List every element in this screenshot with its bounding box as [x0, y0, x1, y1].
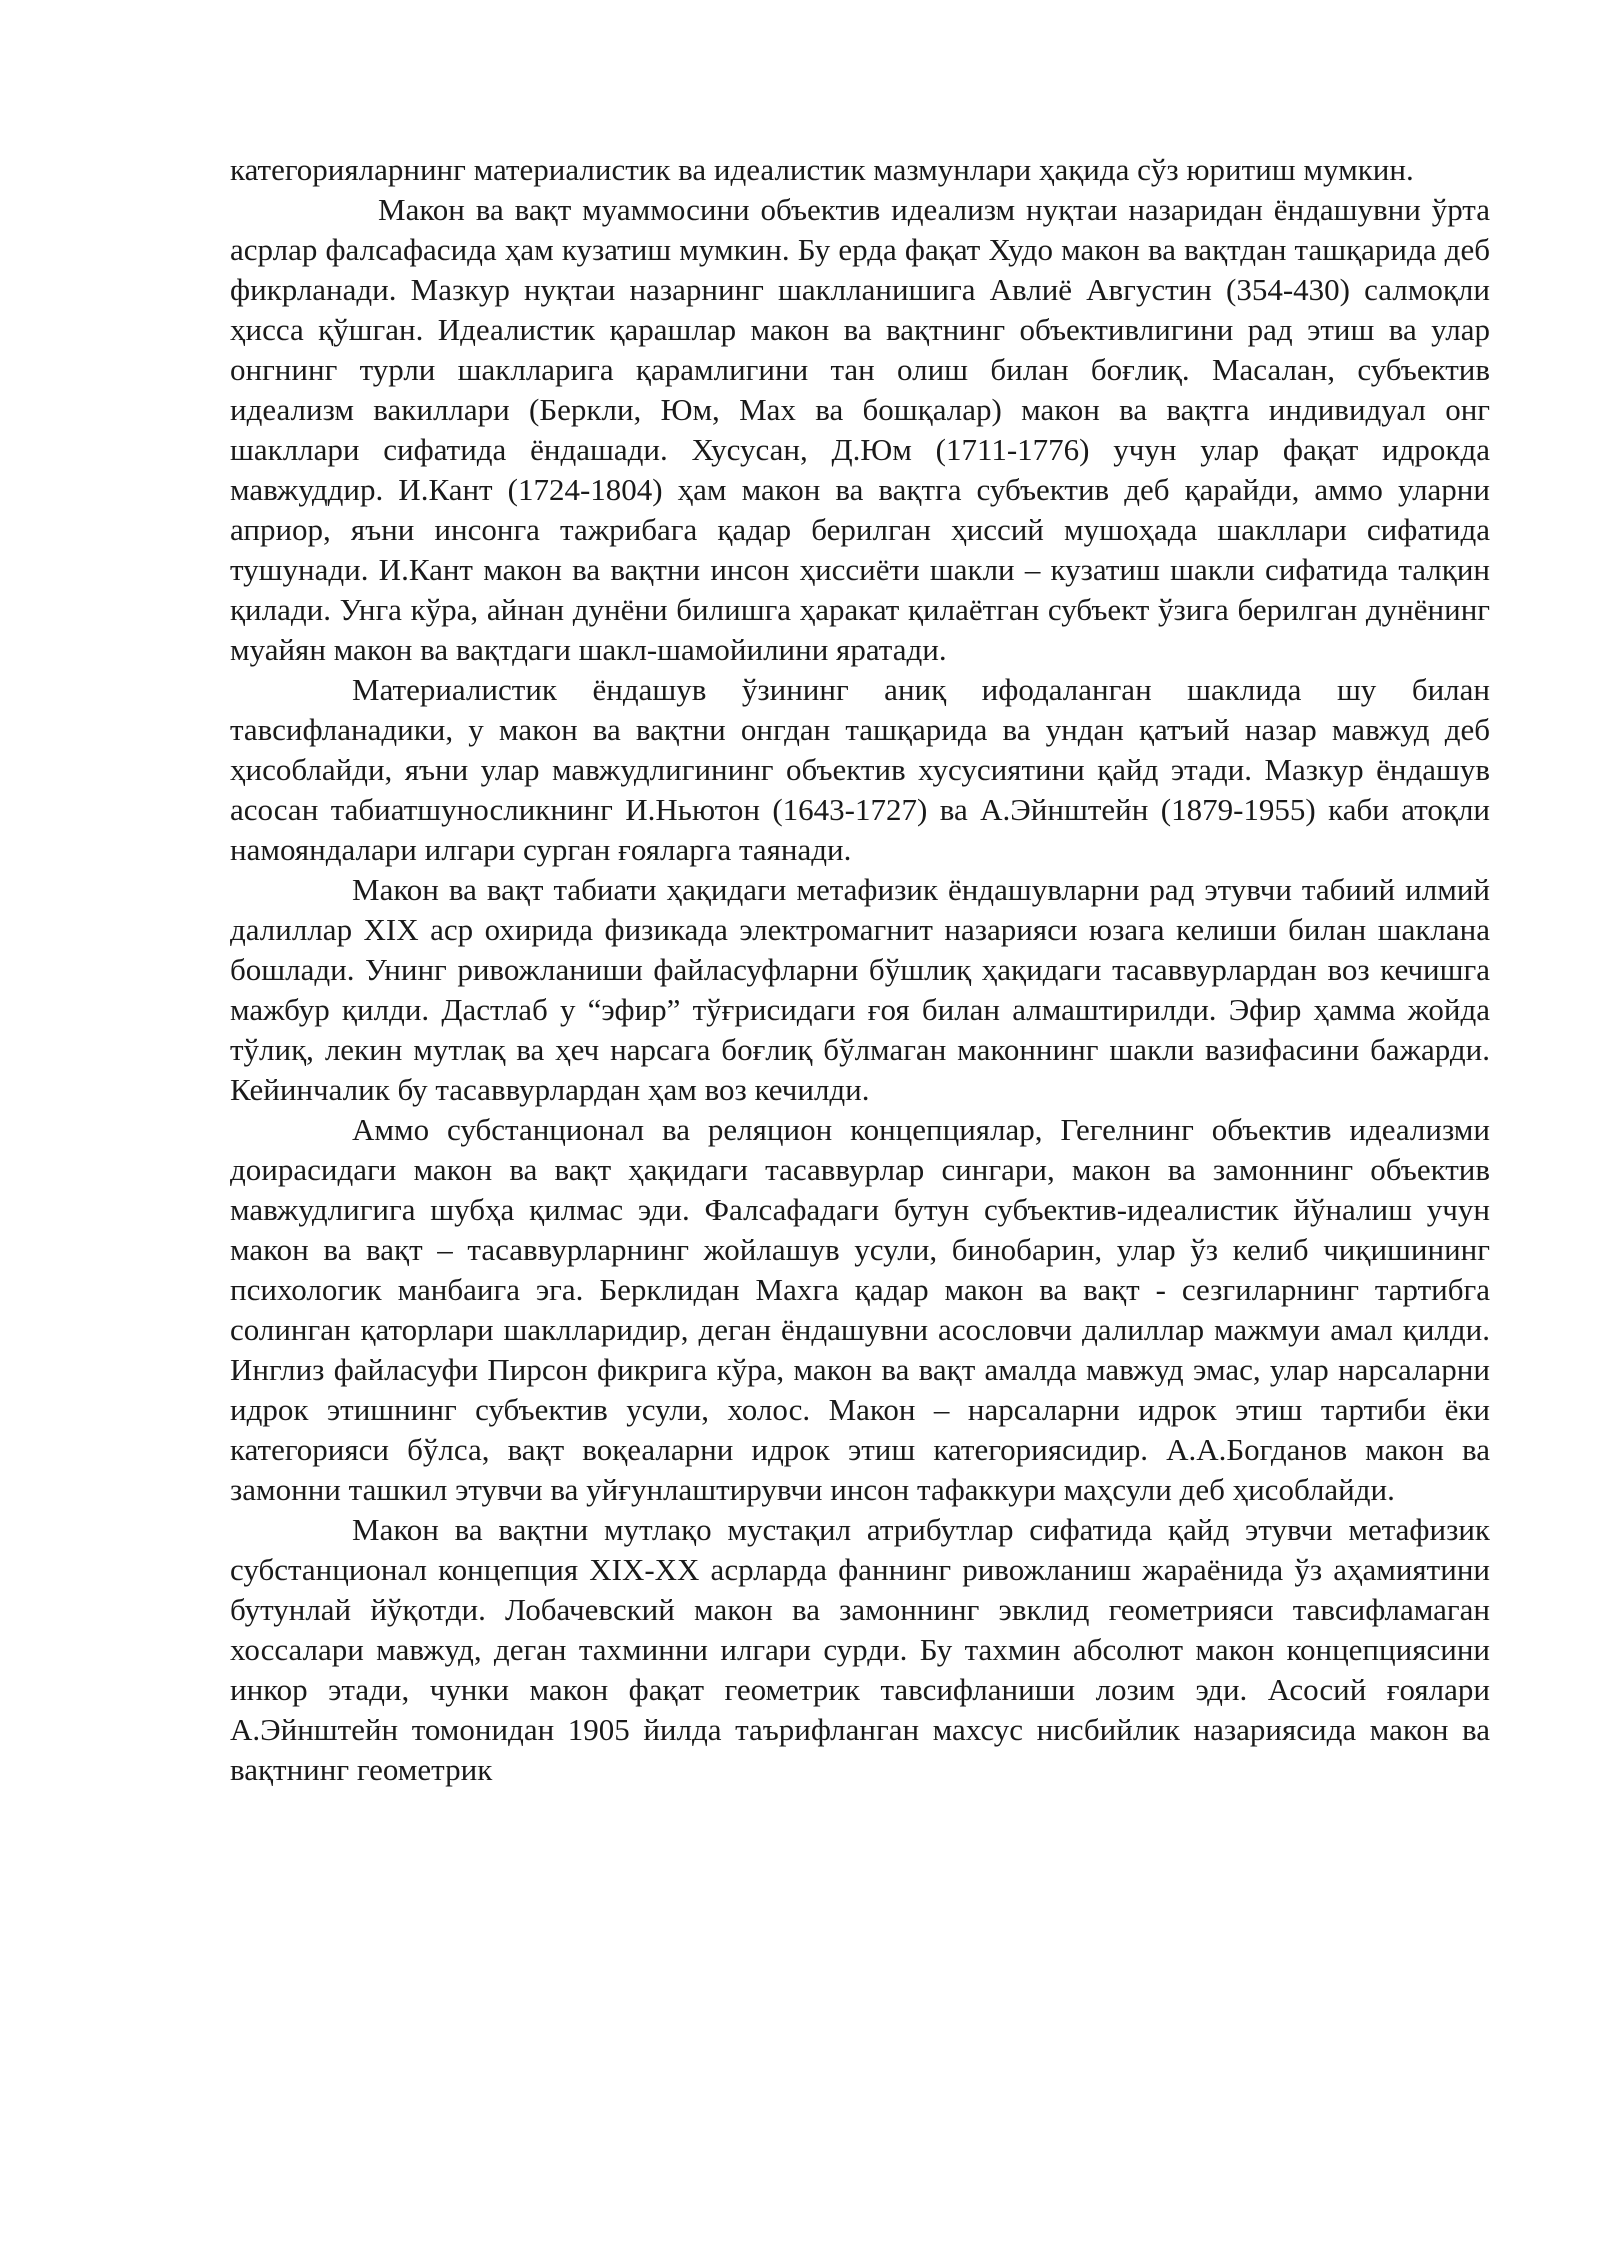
- paragraph-continuation: категорияларнинг материалистик ва идеалистик мазмунлари ҳақида сўз юритиш мумкин.: [230, 152, 1414, 187]
- paragraph-metaphysical-concept: Макон ва вақтни мутлақо мустақил атрибутлар сифатида қайд этувчи метафизик субстанционал концепция XIX-XX асрларда фаннинг ривожланиш жараёнида ўз аҳамиятини бутунлай йўқотди. Лобачевский макон ва замоннинг эвклид геометрияси тавсифламаган хоссалари мавжуд, деган тахминни илгари сурди. Бу тахмин абсолют макон концепциясини инкор этади, чунки макон фақат геометрик тавсифланиши лозим эди. Асосий ғоялари А.Эйнштейн томонидан 1905 йилда таърифланган махсус нисбийлик назариясида макон ва вақтнинг геометрик: [230, 1512, 1490, 1787]
- paragraph-substantional-relational: Аммо субстанционал ва реляцион концепциялар, Гегелнинг объектив идеализми доирасидаги макон ва вақт ҳақидаги тасаввурлар сингари, макон ва замоннинг объектив мавжудлигига шубҳа қилмас эди. Фалсафадаги бутун субъектив-идеалистик йўналиш учун макон ва вақт – тасаввурларнинг жойлашув усули, бинобарин, улар ўз келиб чиқишининг психологик манбаига эга. Берклидан Махга қадар макон ва вақт - сезгиларнинг тартибга солинган қаторлари шаклларидир, деган ёндашувни асословчи далиллар мажмуи амал қилди. Инглиз файласуфи Пирсон фикрига кўра, макон ва вақт амалда мавжуд эмас, улар нарсаларни идрок этишнинг субъектив усули, холос. Макон – нарсаларни идрок этиш тартиби ёки категорияси бўлса, вақт воқеаларни идрок этиш категориясидир. А.А.Богданов макон ва замонни ташкил этувчи ва уйғунлаштирувчи инсон тафаккури маҳсули деб ҳисоблайди.: [230, 1112, 1490, 1507]
- paragraph-idealism-medieval: Макон ва вақт муаммосини объектив идеализм нуқтаи назаридан ёндашувни ўрта асрлар фалсафасида ҳам кузатиш мумкин. Бу ерда фақат Худо макон ва вақтдан ташқарида деб фикрланади. Мазкур нуқтаи назарнинг шаклланишига Авлиё Августин (354-430) салмоқли ҳисса қўшган. Идеалистик қарашлар макон ва вақтнинг объективлигини рад этиш ва улар онгнинг турли шаклларига қарамлигини тан олиш билан боғлиқ. Масалан, субъектив идеализм вакиллари (Беркли, Юм, Мах ва бошқалар) макон ва вақтга индивидуал онг шакллари сифатида ёндашади. Хусусан, Д.Юм (1711-1776) учун улар фақат идрокда мавжуддир. И.Кант (1724-1804) ҳам макон ва вақтга субъектив деб қарайди, аммо уларни априор, яъни инсонга тажрибага қадар берилган ҳиссий мушоҳада шакллари сифатида тушунади. И.Кант макон ва вақтни инсон ҳиссиёти шакли – кузатиш шакли сифатида талқин қилади. Унга кўра, айнан дунёни билишга ҳаракат қилаётган субъект ўзига берилган дунёнинг муайян макон ва вақтдаги шакл-шамойилини яратади.: [230, 192, 1490, 667]
- paragraph-materialist-approach: Материалистик ёндашув ўзининг аниқ ифодаланган шаклида шу билан тавсифланадики, у макон ва вақтни онгдан ташқарида ва ундан қатъий назар мавжуд деб ҳисоблайди, яъни улар мавжудлигининг объектив хусусиятини қайд этади. Мазкур ёндашув асосан табиатшуносликнинг И.Ньютон (1643-1727) ва А.Эйнштейн (1879-1955) каби атоқли намояндалари илгари сурган ғояларга таянади.: [230, 672, 1490, 867]
- document-page: [230, 150, 1490, 1790]
- paragraph-electromagnetic-theory: Макон ва вақт табиати ҳақидаги метафизик ёндашувларни рад этувчи табиий илмий далиллар XIX аср охирида физикада электромагнит назарияси юзага келиши билан шаклана бошлади. Унинг ривожланиши файласуфларни бўшлиқ ҳақидаги тасаввурлардан воз кечишга мажбур қилди. Дастлаб у “эфир” тўғрисидаги ғоя билан алмаштирилди. Эфир ҳамма жойда тўлиқ, лекин мутлақ ва ҳеч нарсага боғлиқ бўлмаган маконнинг шакли вазифасини бажарди. Кейинчалик бу тасаввурлардан ҳам воз кечилди.: [230, 872, 1490, 1107]
